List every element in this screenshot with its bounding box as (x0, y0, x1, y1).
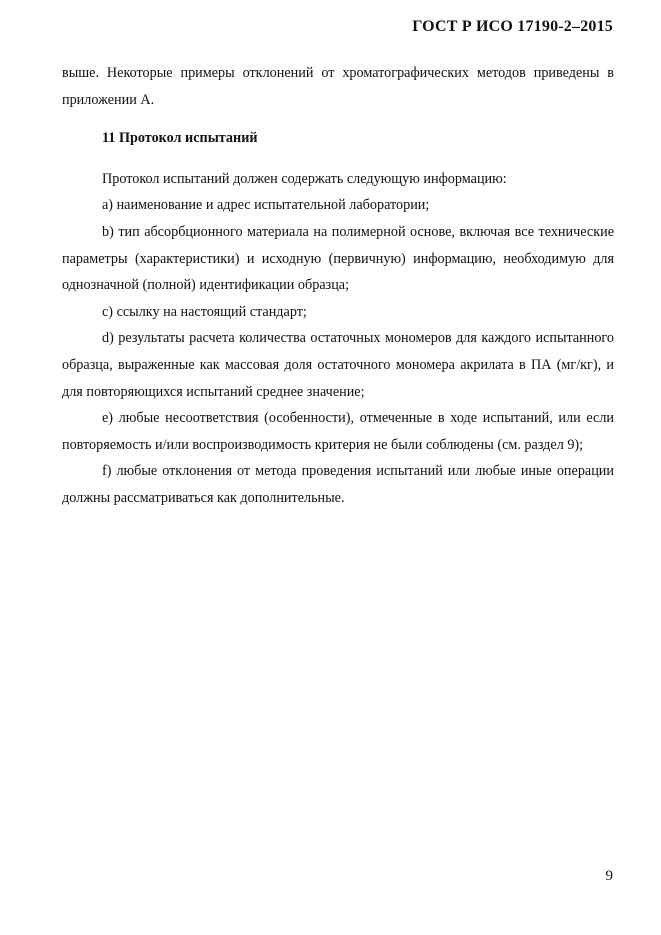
page-number: 9 (605, 868, 613, 884)
section-heading: 11 Протокол испытаний (102, 130, 258, 147)
standard-header: ГОСТ Р ИСО 17190-2–2015 (412, 18, 613, 35)
list-item-d: d) результаты расчета количества остаточных мономеров для каждого испытанного образца, выраженные как массовая доля остаточного мономера акрилата в ПА (мг/кг), и для повторяющихся испытаний среднее значение; (62, 330, 614, 400)
document-body (62, 60, 614, 512)
list-item-c: с) ссылку на настоящий стандарт; (102, 303, 307, 320)
list-item-e: е) любые несоответствия (особенности), отмеченные в ходе испытаний, или если повторяемость и/или воспроизводимость критерия не были соблюдены (см. раздел 9); (62, 410, 614, 453)
continuation-paragraph: выше. Некоторые примеры отклонений от хроматографических методов приведены в приложении А. (62, 65, 614, 108)
list-item-f: f) любые отклонения от метода проведения испытаний или любые иные операции должны рассматриваться как дополнительные. (62, 463, 614, 506)
intro-paragraph: Протокол испытаний должен содержать следующую информацию: (102, 170, 507, 187)
list-item-b: b) тип абсорбционного материала на полимерной основе, включая все технические параметры (характеристики) и исходную (первичную) информацию, необходимую для однозначной (полной) идентификации образца; (62, 223, 614, 294)
list-item-a: а) наименование и адрес испытательной лаборатории; (102, 197, 430, 214)
